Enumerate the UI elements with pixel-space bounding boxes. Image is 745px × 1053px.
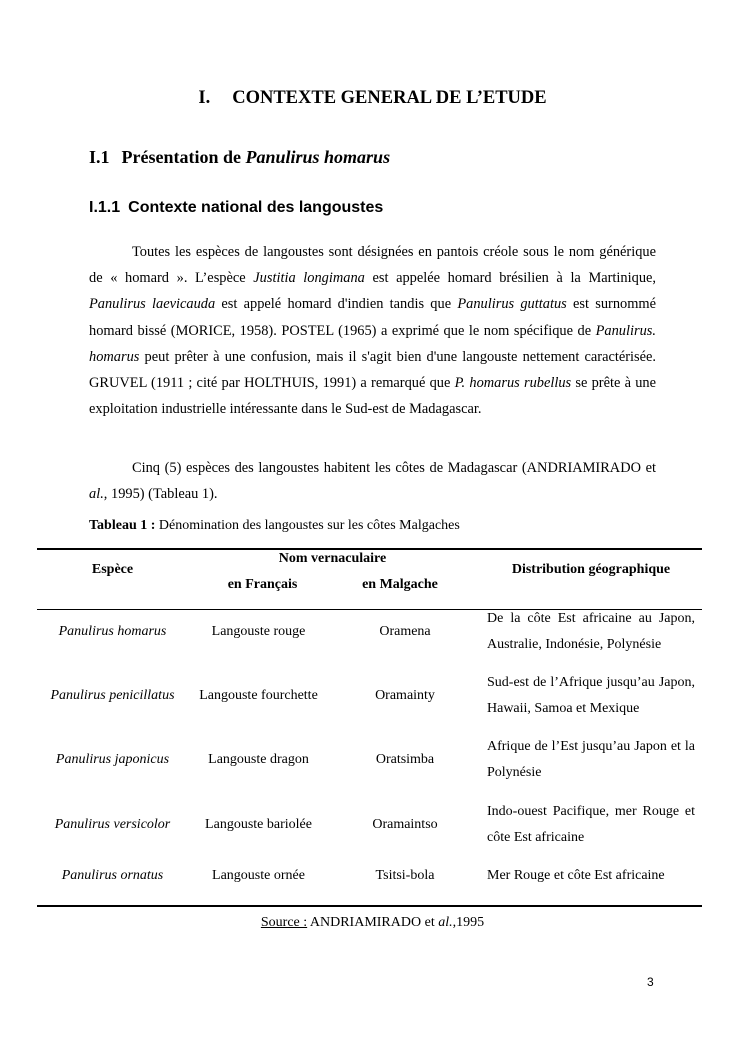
table-cell-malagasy: Tsitsi-bola [375,868,435,883]
table-cell-species: Panulirus penicillatus [50,688,175,703]
table-top-rule [37,548,702,550]
table-caption-label: Tableau 1 : [89,518,156,533]
paragraph-intro [89,239,656,422]
subsection-heading [89,199,383,217]
paragraph-text: se prête à une exploitation industrielle intéressante dans le Sud-est de Madagascar. [89,375,656,418]
table-cell-french: Langouste bariolée [205,817,312,832]
source-label: Source : [260,915,308,930]
table-cell-malagasy: Oramainty [375,688,435,703]
page-number: 3 [647,975,654,989]
table-cell-species: Panulirus homarus [58,624,167,639]
paragraph-text: , 1995) (Tableau 1). [103,486,218,503]
table-bottom-rule [37,905,702,907]
species-name: Panulirus guttatus [457,296,567,313]
et-al: al. [89,486,104,503]
source-author: ANDRIAMIRADO et [307,915,439,930]
paragraph-text: Toutes les espèces de langoustes sont désignées en pantois créole sous le nom générique de « homard ». L’espèce [89,244,656,287]
table-caption-text: Dénomination des langoustes sur les côtes Malgaches [155,518,460,533]
chapter-heading [0,88,745,109]
source-year: ,1995 [452,915,485,930]
table-cell-species: Panulirus versicolor [54,817,171,832]
table-cell-french: Langouste rouge [211,624,306,639]
header-french: en Français [227,577,298,592]
paragraph-text: est appelé homard d'indien tandis que [215,296,458,313]
table-cell-distribution: Afrique de l’Est jusqu’au Japon et la Polynésie [487,739,695,780]
header-malagasy: en Malgache [362,577,438,592]
paragraph-text: Cinq (5) espèces des langoustes habitent les côtes de Madagascar (ANDRIAMIRADO et [132,460,656,476]
header-species: Espèce [91,562,134,577]
table-cell-malagasy: Oratsimba [375,752,435,767]
section-title-species: Panulirus homarus [245,147,391,167]
table-cell-malagasy: Oramena [379,624,431,639]
paragraph-text: est surnommé homard bissé (MORICE, 1958). POSTEL (1965) a exprimé que le nom spécifique de [89,296,656,339]
table-caption [89,518,460,534]
header-distribution: Distribution géographique [511,562,671,577]
table-cell-french: Langouste dragon [208,752,309,767]
table-cell-french: Langouste ornée [212,868,305,883]
species-name: Justitia longimana [253,270,365,287]
section-heading [89,147,390,168]
chapter-number: I. [198,88,211,108]
source-etal: al. [438,915,453,930]
table-cell-french: Langouste fourchette [199,688,318,703]
table-cell-distribution: De la côte Est africaine au Japon, Australie, Indonésie, Polynésie [487,611,695,652]
species-name: Panulirus laevicauda [89,296,216,313]
section-number: I.1 [89,147,110,167]
table-cell-species: Panulirus ornatus [61,868,164,883]
table-source [0,915,745,931]
subsection-title: Contexte national des langoustes [128,199,384,216]
paragraph-text: peut prêter à une confusion, mais il s'agit bien d'une langouste nettement caractérisée. GRUVEL (1911 ; cité par HOLTHUIS, 1991) a remarqué que [89,348,656,392]
species-name: Panulirus. homarus [89,322,656,365]
subsection-number: I.1.1 [89,199,121,216]
paragraph-species-count [89,455,656,507]
chapter-title: CONTEXTE GENERAL DE L’ETUDE [232,88,547,108]
table-cell-distribution: Mer Rouge et côte Est africaine [487,868,665,883]
table-cell-species: Panulirus japonicus [55,752,170,767]
paragraph-text: est appelée homard brésilien à la Martinique, [364,270,656,287]
species-name: P. homarus rubellus [454,375,572,392]
table-cell-distribution: Indo-ouest Pacifique, mer Rouge et côte Est africaine [487,804,695,845]
header-vernacular: Nom vernaculaire [278,551,387,566]
table-cell-malagasy: Oramaintso [372,817,438,832]
section-title-prefix: Présentation de [121,147,246,167]
table-cell-distribution: Sud-est de l’Afrique jusqu’au Japon, Hawaii, Samoa et Mexique [487,675,695,716]
